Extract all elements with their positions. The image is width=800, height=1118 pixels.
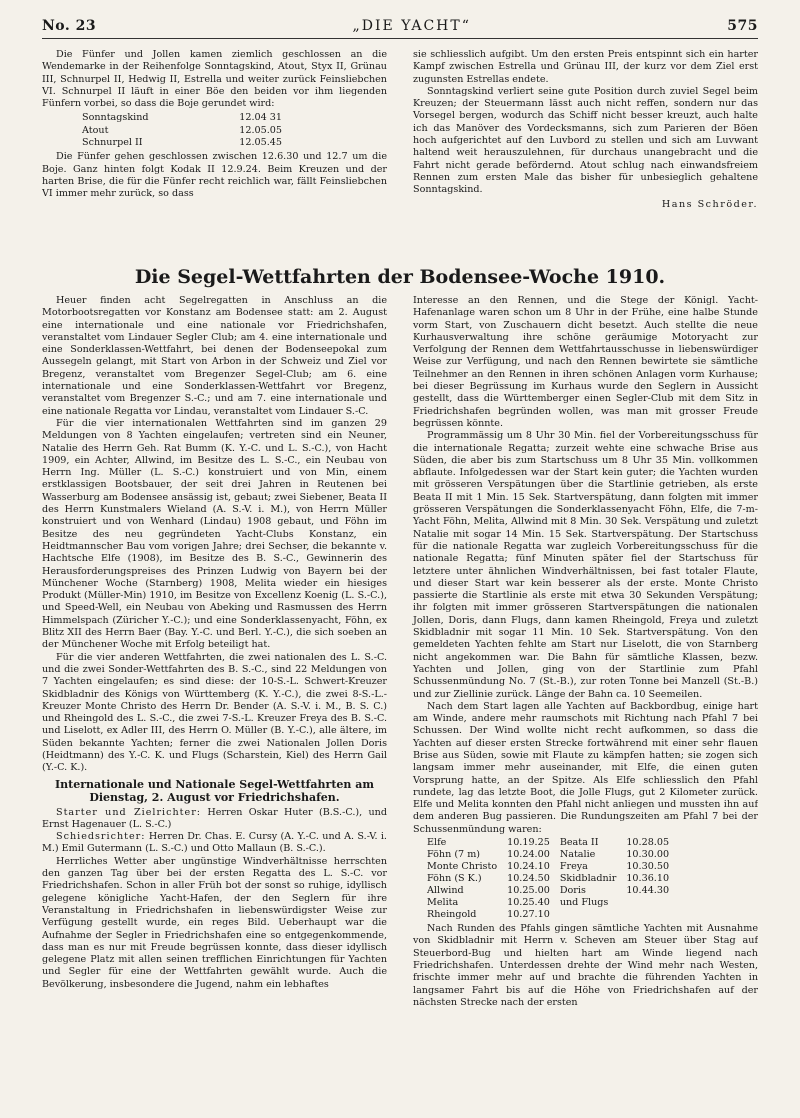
- time-row: [82, 137, 282, 149]
- page-number: 575: [727, 18, 758, 34]
- yacht-name: und Flugs: [559, 897, 609, 909]
- rounding-time: 12.05.05: [239, 124, 282, 136]
- yacht-name: Sonntagskind: [82, 112, 149, 124]
- rounding-time: 10.30.00: [626, 849, 670, 861]
- rounding-time: [626, 909, 679, 921]
- article-headline: Die Segel-Wettfahrten der Bodensee-Woche 1910.: [134, 266, 666, 288]
- paragraph: Programmässig um 8 Uhr 30 Min. fiel der Vorbereitungsschuss für die internationale Regatta; zurzeit wehte eine schwache Brise aus Süden, die aber bis zum Startschuss um 8 Uhr 35 Min. vollkommen abflaute. Infolgedessen war der Start kein guter; die Yachten wurden mit grösseren Verspätungen über die Startlinie getrieben, als erste Beata II mit 1 Min. 15 Sek. Startverspätung, dann folgten mit immer grösseren Verspätungen die Sonderklassenyacht Föhn, Elfe, die 7-m-Yacht Föhn, Melita, Allwind mit 8 Min. 30 Sek. Verspätung und zuletzt Natalie mit sogar 14 Min. 15 Sek. Startverspätung. Der Startschuss für die nationale Regatta war zugleich Vorbereitungsschuss für die nationale Regatta; fünf Minuten später fiel der Startschuss für letztere unter ähnlichen Windverhältnissen, bei fast totaler Flaute, und dieser Start war kein besserer als der erste. Monte Christo passierte die Startlinie als erste mit etwa 30 Sekunden Verspätung; ihr folgten mit immer grösseren Startverspätungen die nationalen Jollen, Doris, dann Flugs, dann kamen Rheingold, Freya und zuletzt Skidbladnir mit sogar 11 Min. 10 Sek. Startverspätung. Von den gemeldeten Yachten fehlte am Start nur Liselott, die von Starnberg nicht angekommen war. Die Bahn für sämtliche Klassen, bezw. Yachten und Jollen, ging von der Startlinie zum Pfahl Schussenmündung No. 7 (St.-B.), zur roten Tonne bei Manzell (St.-B.) und zur Ziellinie zurück. Länge der Bahn ca. 10 Seemeilen.: [413, 430, 758, 700]
- rounding-time: 10.25.00: [507, 885, 550, 897]
- yacht-name: Doris: [559, 885, 586, 897]
- rounding-time: 10.27.10: [507, 909, 550, 921]
- officials-paragraph: [42, 831, 387, 856]
- rounding-time: 10.24.10: [507, 861, 550, 873]
- rounding-results-table: [427, 837, 679, 921]
- paragraph: Die Fünfer gehen geschlossen zwischen 12.6.30 und 12.7 um die Boje. Ganz hinten folgt Kodak II 12.9.24. Beim Kreuzen und der harten Brise, die für die Fünfer recht reichlich war, fällt Feinsliebchen VI immer mehr zurück, so dass: [42, 151, 387, 200]
- paragraph: Interesse an den Rennen, und die Stege der Königl. Yacht-Hafenanlage waren schon um 8 Uhr in der Frühe, eine halbe Stunde vorm Start, von Zuschauern dicht besetzt. Auch stellte die neue Kurhausverwaltung ihre schöne geräumige Motoryacht zur Verfolgung der Rennen dem Wettfahrtausschusse in liebenswürdiger Weise zur Verfügung, und nach den Rennen bewirtete sie sämtliche Teilnehmer an den Rennen in ihren schönen Anlagen vorm Kurhause; bei dieser Begrüssung im Kurhaus wurde den Seglern in Aussicht gestellt, dass die Württemberger einen Segler-Club mit dem Sitz in Friedrichshafen begründen wollen, was man mit grosser Freude begrüssen könnte.: [413, 295, 758, 429]
- time-row: [82, 125, 282, 137]
- table-row: [427, 897, 679, 909]
- rounding-time: 10.24.00: [507, 849, 550, 861]
- paragraph: sie schliesslich aufgibt. Um den ersten Preis entspinnt sich ein harter Kampf zwischen Estrella und Grünau III, der kurz vor dem Ziel erst zugunsten Estrellas endete.: [413, 49, 758, 85]
- paragraph: Die Fünfer und Jollen kamen ziemlich geschlossen an die Wendemarke in der Reihenfolge Sonntagskind, Atout, Styx II, Grünau III, Schnurpel II, Hedwig II, Estrella und weiter zurück Feinsliebchen VI. Schnurpel II läuft in einer Böe den beiden vor ihm liegenden Fünfern vorbei, so dass die Boje gerundet wird:: [42, 49, 387, 110]
- page-header: [42, 18, 758, 34]
- rounding-time: 10.25.40: [507, 897, 550, 909]
- rounding-time: 12.05.45: [239, 137, 282, 149]
- rounding-time: 10.19.25: [507, 837, 550, 849]
- yacht-name: Föhn (S K.): [427, 873, 482, 885]
- yacht-name: Elfe: [427, 837, 447, 849]
- yacht-name: Beata II: [559, 837, 599, 849]
- starter-text: Herren Oskar Huter (B.S.-C.), und Ernst Hagenauer (L. S.-C.): [42, 806, 387, 830]
- paragraph: Für die vier internationalen Wettfahrten sind im ganzen 29 Meldungen von 8 Yachten eingelaufen; vertreten sind ein Neuner, Natalie des Herrn Geh. Rat Bumm (K. Y.-C. und L. S.-C.), von Hacht 1909, ein Achter, Allwind, im Besitze des L. S.-C., ein Neubau von Herrn Ing. Müller (L. S.-C.) konstruiert und von Min, einem erstklassigen Bootsbauer, der seit drei Jahren in Reutenen bei Wasserburg am Bodensee ansässig ist, gebaut; zwei Siebener, Beata II des Herrn Kunstmalers Wieland (A. S.-V. i. M.), von Herrn Müller konstruiert und von Wenhard (Lindau) 1908 gebaut, und Föhn im Besitze des neu gegründeten Yacht-Clubs Konstanz, ein Heidtmannscher Bau vom vorigen Jahre; drei Sechser, die bekannte v. Hachtsche Elfe (1908), im Besitze des B. S.-C., Gewinnerin des Herausforderungspreises des Prinzen Ludwig von Bayern bei der Münchener Woche (Starnberg) 1908, Melita wieder ein hiesiges Produkt (Müller-Min) 1910, im Besitze von Excellenz Koenig (L. S.-C.), und Speed-Well, ein Neubau von Abeking und Rasmussen des Herrn Himmelspach (Züricher Y.-C.); und eine Sonderklassenyacht, Föhn, ex Blitz XII des Herrn Baer (Bay. Y.-C. und Berl. Y.-C.), die sich soeben an der Münchener Woche mit Erfolg beteiligt hat.: [42, 417, 387, 651]
- right-column: [413, 295, 758, 1118]
- paragraph: Nach Runden des Pfahls gingen sämtliche Yachten mit Ausnahme von Skidbladnir mit Herrn v. Scheven am Steuer über Stag auf Steuerbord-Bug und hielten hart am Winde liegend nach Friedrichshafen. Unterdessen drehte der Wind mehr nach Westen, frischte immer mehr auf und brachte die führenden Yachten in langsamer Fahrt bis auf die Höhe von Friedrichshafen auf der nächsten Strecke nach der ersten: [413, 923, 758, 1008]
- yacht-name: Allwind: [427, 885, 464, 897]
- rounding-time: 12.04 31: [239, 112, 282, 124]
- paragraph: Für die vier anderen Wettfahrten, die zwei nationalen des L. S.-C. und die zwei Sonder-Wettfahrten des B. S.-C., sind 22 Meldungen von 7 Yachten eingelaufen; es sind diese: der 10-S.-L. Schwert-Kreuzer Skidbladnir des Königs von Württemberg (K. Y.-C.), die zwei 8-S.-L.-Kreuzer Monte Christo des Herrn Dr. Bender (A. S.-V. i. M., B. S. C.) und Rheingold des L. S.-C., die zwei 7-S.-L. Kreuzer Freya des B. S.-C. und Liselott, ex Adler III, des Herrn O. Müller (B. Y.-C.), alle ältere, im Süden bekannte Yachten; ferner die zwei Nationalen Jollen Doris (Heidtmann) des Y.-C. K. und Flugs (Scharstein, Kiel) des Herrn Gail (Y.-C. K.).: [42, 651, 387, 774]
- table-row: [427, 849, 679, 861]
- yacht-name: Föhn (7 m): [427, 849, 481, 861]
- table-row: [427, 909, 679, 921]
- officials-paragraph: [42, 807, 387, 832]
- yacht-name: Freya: [559, 861, 588, 873]
- paragraph: Nach dem Start lagen alle Yachten auf Backbordbug, einige hart am Winde, andere mehr raumschots mit Richtung nach Pfahl 7 bei Schussen. Der Wind wollte nicht recht aufkommen, so dass die Yachten auf dieser ersten Strecke fortwährend mit einer sehr flauen Brise aus Süden, sowie mit Flaute zu kämpfen hatten; sie zogen sich langsam immer mehr auseinander, mit Elfe, die einen guten Vorsprung hatte, an der Spitze. Als Elfe schliesslich den Pfahl rundete, lag das letzte Boot, die Jolle Flugs, gut 2 Kilometer zurück. Elfe und Melita konnten den Pfahl nicht anliegen und mussten ihn auf dem anderen Bug passieren. Die Rundungszeiten am Pfahl 7 bei der Schussenmündung waren:: [413, 700, 758, 835]
- rounding-time: 10.44.30: [626, 885, 670, 897]
- starter-label: Starter und Zielrichter:: [56, 806, 202, 818]
- main-columns: [42, 295, 758, 1118]
- paragraph: Herrliches Wetter aber ungünstige Windverhältnisse herrschten den ganzen Tag über bei der ersten Regatta des L. S.-C. vor Friedrichshafen. Schon in aller Früh bot der sonst so ruhige, idyllisch gelegene königliche Yacht-Hafen, der den Seglern für ihre Veranstaltung in Friedrichshafen in liebenswürdigster Weise zur Verfügung gestellt wurde, ein reges Bild. Ueberhaupt war die Aufnahme der Segler in Friedrichshafen eine so entgegenkommende, dass man es nur mit Freude begrüssen konnte, dass dieser idyllisch gelegene Platz mit allen seinen trefflichen Einrichtungen für Yachten und Segler für eine der Wettfahrten gewählt wurde. Auch die Bevölkerung, insbesondere die Jugend, nahm ein lebhaftes: [42, 855, 387, 990]
- rounding-time: 10.24.50: [507, 873, 550, 885]
- author-signature: Hans Schröder.: [661, 198, 758, 210]
- top-right-column: [413, 49, 758, 253]
- section-subheading: Internationale und Nationale Segel-Wettfahrten am Dienstag, 2. August vor Friedrichshafen.: [54, 777, 375, 804]
- yacht-name: Schnurpel II: [82, 137, 143, 149]
- header-rule: [42, 38, 758, 39]
- rounding-time: 10.28.05: [626, 837, 670, 849]
- yacht-name: Rheingold: [427, 909, 477, 921]
- yacht-name: Atout: [82, 124, 109, 136]
- top-columns: [42, 49, 758, 253]
- judges-text: Herren Dr. Chas. E. Cursy (A. Y.-C. und A. S.-V. i. M.) Emil Gutermann (L. S.-C.) und Otto Mallaun (B. S.-C.).: [42, 831, 387, 855]
- left-column: [42, 295, 387, 1118]
- rounding-times: [82, 112, 282, 149]
- top-left-column: [42, 49, 387, 253]
- rounding-time: 10.30.50: [626, 861, 670, 873]
- time-row: [82, 112, 282, 124]
- paragraph: Sonntagskind verliert seine gute Position durch zuviel Segel beim Kreuzen; der Steuermann lässt auch nicht reffen, sondern nur das Vorsegel bergen, wodurch das Schiff nicht besser kreuzt, auch halte ich das Manöver des Vordecksmanns, sich zum Parieren der Böen hoch aufgerichtet auf den Luvbord zu stellen und sich am Luvwant haltend weit herauszulehnen, für durchaus unangebracht und die Fahrt nicht gerade befördernd. Atout schlug nach einwandsfreiem Rennen zum ersten Male das bisher für unbesieglich gehaltene Sonntagskind.: [413, 85, 758, 196]
- table-row: [427, 861, 679, 873]
- yacht-name: Monte Christo: [427, 861, 498, 873]
- table-row: [427, 837, 679, 849]
- issue-number: No. 23: [42, 18, 97, 34]
- magazine-title: „DIE YACHT“: [352, 18, 471, 34]
- table-row: [427, 873, 679, 885]
- rounding-time: 10.36.10: [626, 873, 670, 885]
- yacht-name: Skidbladnir: [559, 873, 617, 885]
- yacht-name: Melita: [427, 897, 459, 909]
- rounding-time: [626, 897, 679, 909]
- judges-label: Schiedsrichter:: [56, 831, 146, 843]
- table-row: [427, 885, 679, 897]
- paragraph: Heuer finden acht Segelregatten in Anschluss an die Motorbootsregatten vor Konstanz am Bodensee statt: am 2. August eine internationale und eine nationale vor Friedrichshafen, veranstaltet vom Lindauer Segler Club; am 4. eine internationale und eine Sonderklassen-Wettfahrt, bei denen der Bodenseepokal zum Aussegeln gelangt, mit Start von Arbon in der Schweiz und Ziel vor Bregenz, veranstaltet vom Bregenzer Segel-Club; am 6. eine internationale und eine Sonderklassen-Wettfahrt vor Bregenz, veranstaltet vom Bregenzer S.-C.; und am 7. eine internationale und eine nationale Regatta vor Lindau, veranstaltet vom Lindauer S.-C.: [42, 295, 387, 417]
- yacht-name: Natalie: [559, 849, 596, 861]
- yacht-name: [560, 909, 627, 921]
